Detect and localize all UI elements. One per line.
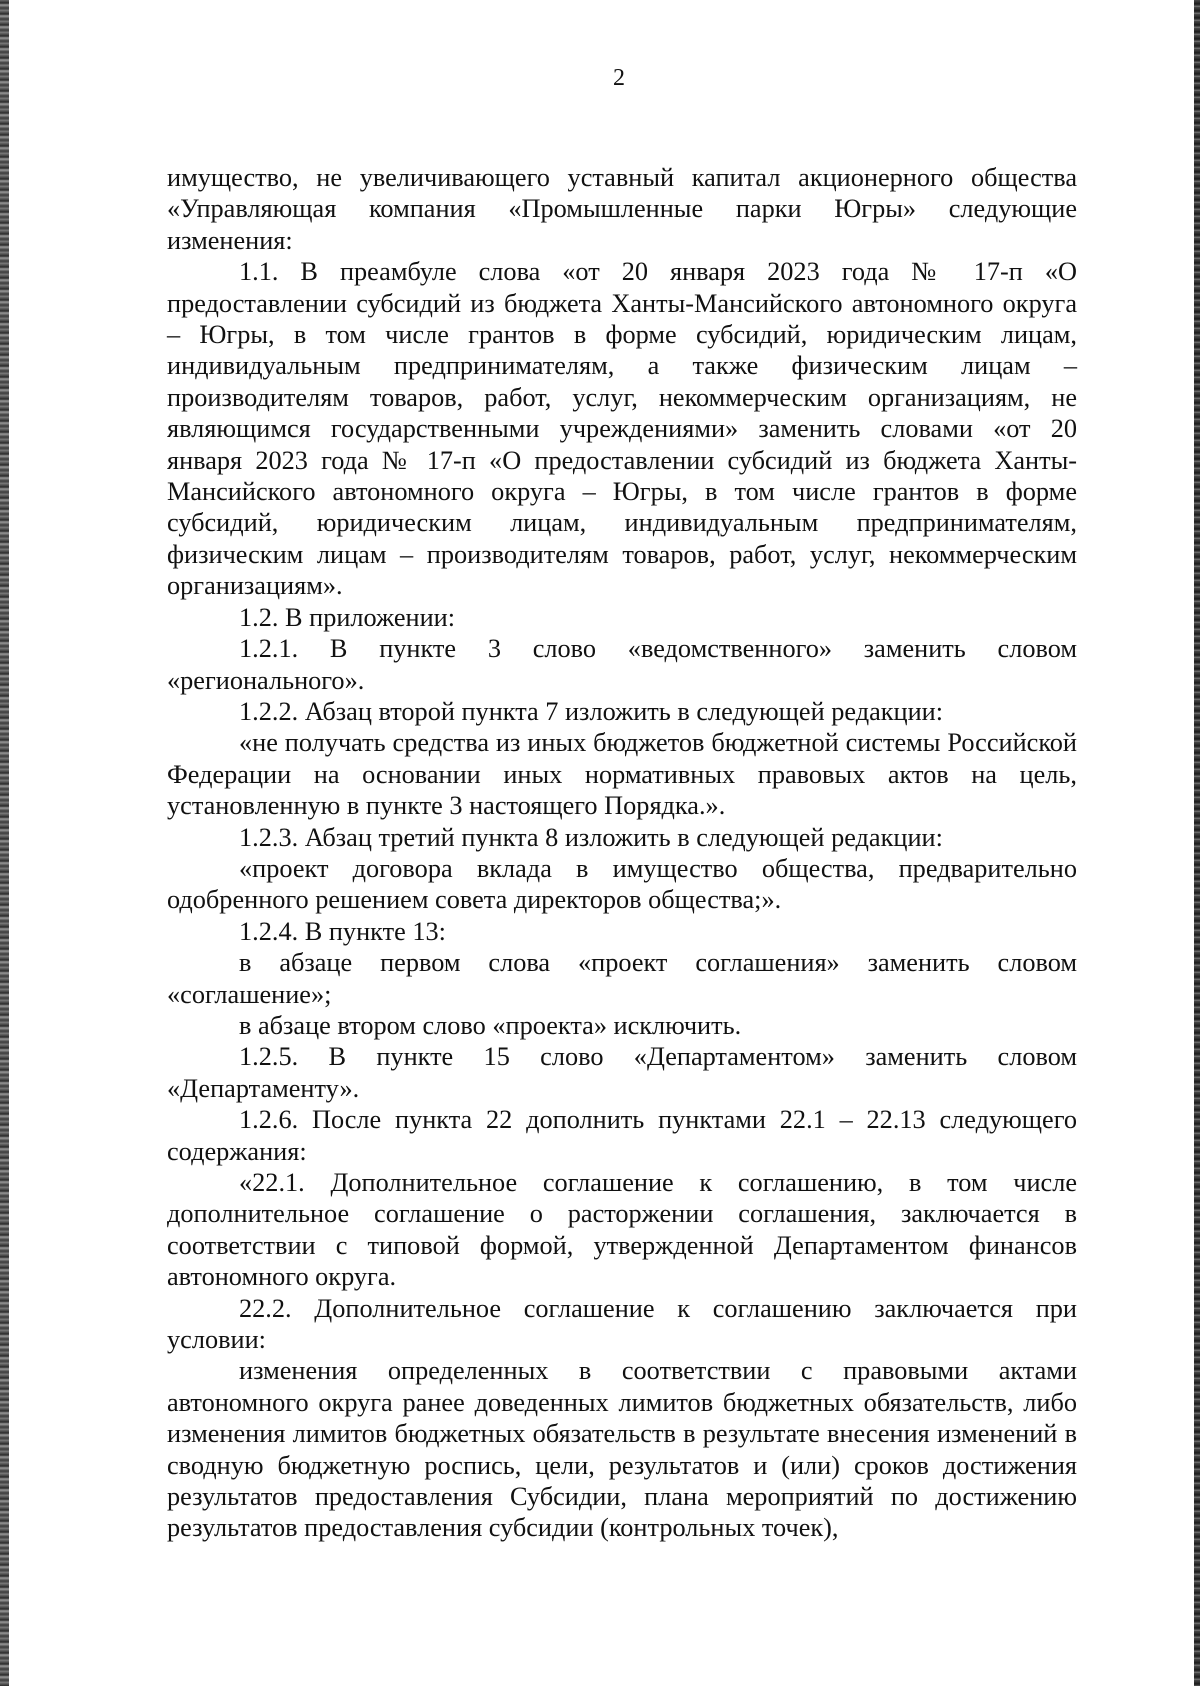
paragraph: 1.1. В преамбуле слова «от 20 января 2023 года № 17-п «О предоставлении субсидий из бюджета Ханты-Мансийского автономного округа – Югры, в том числе грантов в форме субсидий, юридическим лицам, индивидуальным предпринимателям, а также физическим лицам – производителям товаров, работ, услуг, некоммерческим организациям, не являющимся государственными учреждениями» заменить словами «от 20 января 2023 года № 17-п «О предоставлении субсидий из бюджета Ханты-Мансийского автономного округа – Югры, в том числе грантов в форме субсидий, юридическим лицам, индивидуальным предпринимателям, физическим лицам – производителям товаров, работ, услуг, некоммерческим организациям». (167, 257, 1077, 601)
paragraph: 1.2.3. Абзац третий пункта 8 изложить в следующей редакции: (239, 822, 943, 852)
paragraph: 1.2.2. Абзац второй пункта 7 изложить в следующей редакции: (239, 696, 944, 726)
paragraph: 1.2.5. В пункте 15 слово «Департаментом» заменить словом «Департаменту». (167, 1042, 1077, 1103)
paragraph: «не получать средства из иных бюджетов бюджетной системы Российской Федерации на основании иных нормативных правовых актов на цель, установленную в пункте 3 настоящего Порядка.». (167, 728, 1077, 821)
paragraph: 1.2.4. В пункте 13: (239, 916, 446, 946)
paragraph: в абзаце втором слово «проекта» исключить. (239, 1010, 742, 1040)
paragraph: «проект договора вклада в имущество общества, предварительно одобренного решением совета директоров общества;». (167, 853, 1077, 915)
paragraph: в абзаце первом слова «проект соглашения» заменить словом «соглашение»; (167, 948, 1077, 1009)
paragraph: 22.2. Дополнительное соглашение к соглашению заключается при условии: (167, 1293, 1077, 1355)
paragraph: изменения определенных в соответствии с правовыми актами автономного округа ранее доведенных лимитов бюджетных обязательств, либо изменения лимитов бюджетных обязательств в результате внесения изменений в сводную бюджетную роспись, цели, результатов и (или) сроков достижения результатов предоставления Субсидии, плана мероприятий по достижению результатов предоставления субсидии (контрольных точек), (167, 1356, 1077, 1543)
paragraph: 1.2.6. После пункта 22 дополнить пунктами 22.1 – 22.13 следующего содержания: (167, 1105, 1077, 1166)
scan-border-left (0, 0, 9, 1686)
paragraph: имущество, не увеличивающего уставный капитал акционерного общества «Управляющая компания «Промышленные парки Югры» следующие изменения: (167, 163, 1077, 255)
paragraph: 1.2. В приложении: (239, 602, 456, 632)
document-body (167, 162, 1077, 1544)
page-number: 2 (613, 65, 625, 91)
paragraph: 1.2.1. В пункте 3 слово «ведомственного» заменить словом «регионального». (167, 634, 1077, 695)
scan-border-right (1194, 0, 1200, 1686)
paragraph: «22.1. Дополнительное соглашение к соглашению, в том числе дополнительное соглашение о расторжении соглашения, заключается в соответствии с типовой формой, утвержденной Департаментом финансов автономного округа. (167, 1168, 1077, 1292)
